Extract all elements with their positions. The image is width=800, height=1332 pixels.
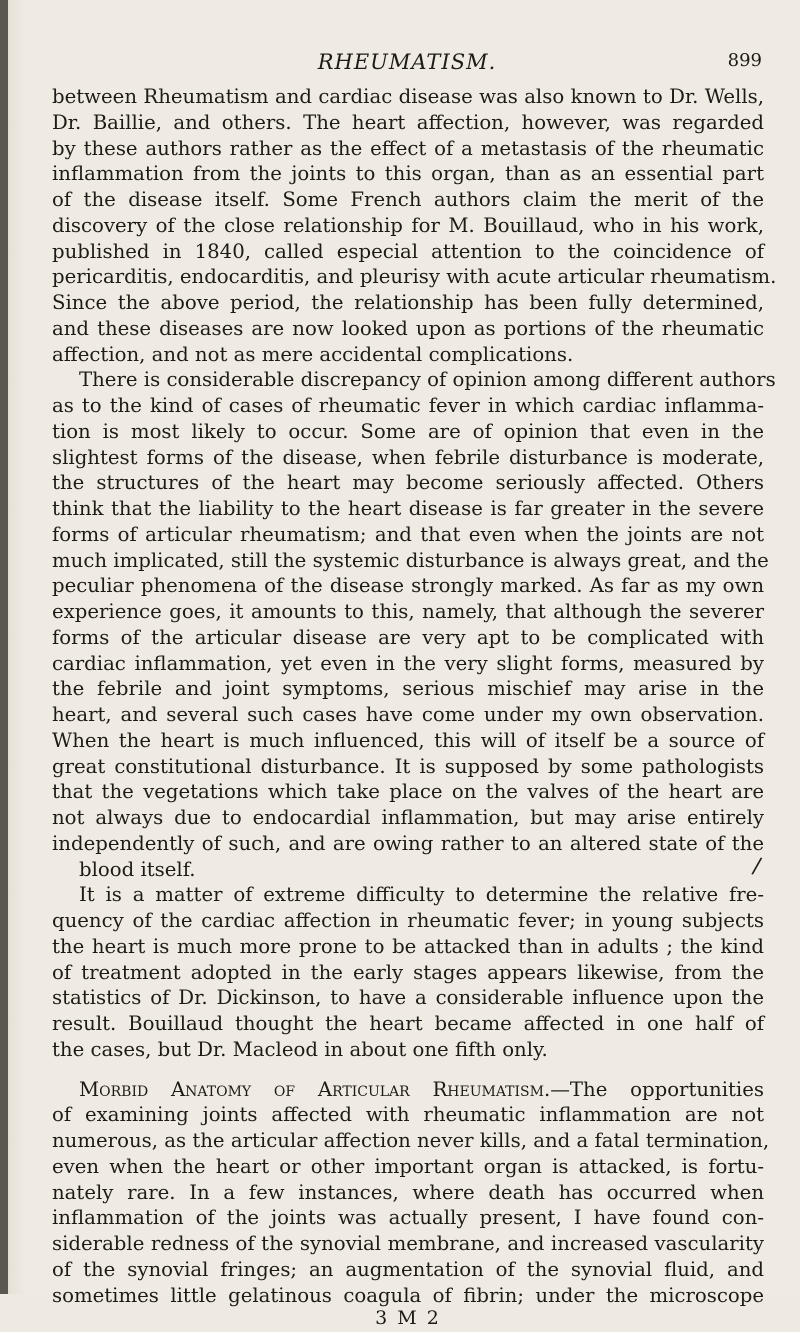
text-line: blood itself. — [79, 857, 196, 881]
text-line: forms of the articular disease are very apt to be complicated with — [52, 625, 764, 649]
text-line: much implicated, still the systemic disturbance is always great, and the — [52, 548, 769, 572]
page-header — [52, 50, 762, 80]
text-line: heart, and several such cases have come under my own observation. — [52, 703, 764, 726]
text-line: cardiac inflammation, yet even in the very slight forms, measured by — [52, 651, 764, 675]
text-line: Dr. Baillie, and others. The heart affection, however, was regarded — [52, 110, 764, 134]
text-line: of the synovial fringes; an augmentation of the synovial fluid, and — [52, 1257, 764, 1281]
body-text — [52, 84, 777, 1332]
text-line: There is considerable discrepancy of opinion among different authors — [79, 368, 776, 392]
text-line: When the heart is much influenced, this will of itself be a source of — [52, 728, 764, 752]
text-line: quency of the cardiac affection in rheumatic fever; in young subjects — [52, 909, 764, 932]
text-line: numerous, as the articular affection never kills, and a fatal termination, — [52, 1129, 770, 1152]
paragraph-1 — [52, 84, 777, 367]
text-line: statistics of Dr. Dickinson, to have a considerable influence upon the — [52, 986, 764, 1010]
page-number: 899 — [727, 50, 762, 71]
text-line: affection, and not as mere accidental complications. — [52, 342, 574, 366]
text-line: experience goes, it amounts to this, namely, that although the severer — [52, 600, 764, 623]
running-title: RHEUMATISM. — [317, 50, 497, 74]
text-line: by these authors rather as the effect of a metastasis of the rheumatic — [52, 136, 764, 160]
text-line: discovery of the close relationship for M. Bouillaud, who in his work, — [52, 213, 764, 237]
text-line: result. Bouillaud thought the heart became affected in one half of — [52, 1012, 764, 1035]
text-line: of examining joints affected with rheumatic inflammation are not — [52, 1103, 764, 1127]
text-line: of the disease itself. Some French authors claim the merit of the — [52, 188, 764, 211]
text-line: the structures of the heart may become seriously affected. Others — [52, 471, 764, 495]
text-line: tion is most likely to occur. Some are of opinion that even in the — [52, 419, 764, 443]
text-line: forms of articular rheumatism; and that even when the joints are not — [52, 522, 764, 546]
paragraph-2 — [52, 367, 776, 882]
section-morbid-anatomy — [52, 1077, 770, 1309]
text-line: not always due to endocardial inflammation, but may arise entirely — [52, 806, 764, 829]
text-line: and these diseases are now looked upon as portions of the rheumatic — [52, 316, 764, 340]
text-line: of treatment adopted in the early stages appears likewise, from the — [52, 960, 764, 984]
text-line: the febrile and joint symptoms, serious mischief may arise in the — [52, 677, 764, 701]
section-heading: Morbid Anatomy of Articular Rheumatism. — [79, 1077, 551, 1101]
text-line: the heart is much more prone to be attacked than in adults ; the kind — [52, 934, 764, 958]
text-line: inflammation from the joints to this organ, than as an essential part — [52, 162, 764, 186]
text-line: between Rheumatism and cardiac disease was also known to Dr. Wells, — [52, 85, 764, 108]
text-line: the cases, but Dr. Macleod in about one fifth only. — [52, 1037, 548, 1061]
text-line: even when the heart or other important organ is attacked, is fortu- — [52, 1154, 764, 1178]
section-first-line-text: —The opportunities — [550, 1077, 764, 1101]
text-line: that the vegetations which take place on the valves of the heart are — [52, 780, 764, 804]
text-line: slightest forms of the disease, when febrile disturbance is moderate, — [52, 445, 764, 469]
handwritten-margin-mark: / — [750, 853, 763, 880]
text-line: Since the above period, the relationship has been fully determined, — [52, 291, 764, 314]
text-line: independently of such, and are owing rather to an altered state of the — [52, 831, 764, 855]
text-line: siderable redness of the synovial membrane, and increased vascularity — [52, 1232, 764, 1255]
text-line: pericarditis, endocarditis, and pleurisy with acute articular rheumatism. — [52, 265, 777, 289]
text-line: sometimes little gelatinous coagula of fibrin; under the microscope — [52, 1283, 764, 1307]
text-line: It is a matter of extreme difficulty to determine the relative fre- — [79, 883, 764, 907]
text-line: peculiar phenomena of the disease strongly marked. As far as my own — [52, 574, 764, 598]
text-line: nately rare. In a few instances, where death has occurred when — [52, 1180, 764, 1204]
page-gutter-shadow — [0, 0, 8, 1294]
text-line: as to the kind of cases of rheumatic fever in which cardiac inflamma- — [52, 394, 764, 417]
text-line: great constitutional disturbance. It is supposed by some pathologists — [52, 754, 764, 778]
printer-signature: 3 M 2 — [375, 1307, 441, 1330]
text-line: published in 1840, called especial attention to the coincidence of — [52, 239, 764, 263]
paragraph-3 — [52, 882, 764, 1062]
section-gap — [52, 1063, 764, 1077]
text-line: inflammation of the joints was actually present, I have found con- — [52, 1206, 764, 1230]
section-first-line — [52, 1077, 764, 1103]
text-line: think that the liability to the heart disease is far greater in the severe — [52, 497, 764, 520]
